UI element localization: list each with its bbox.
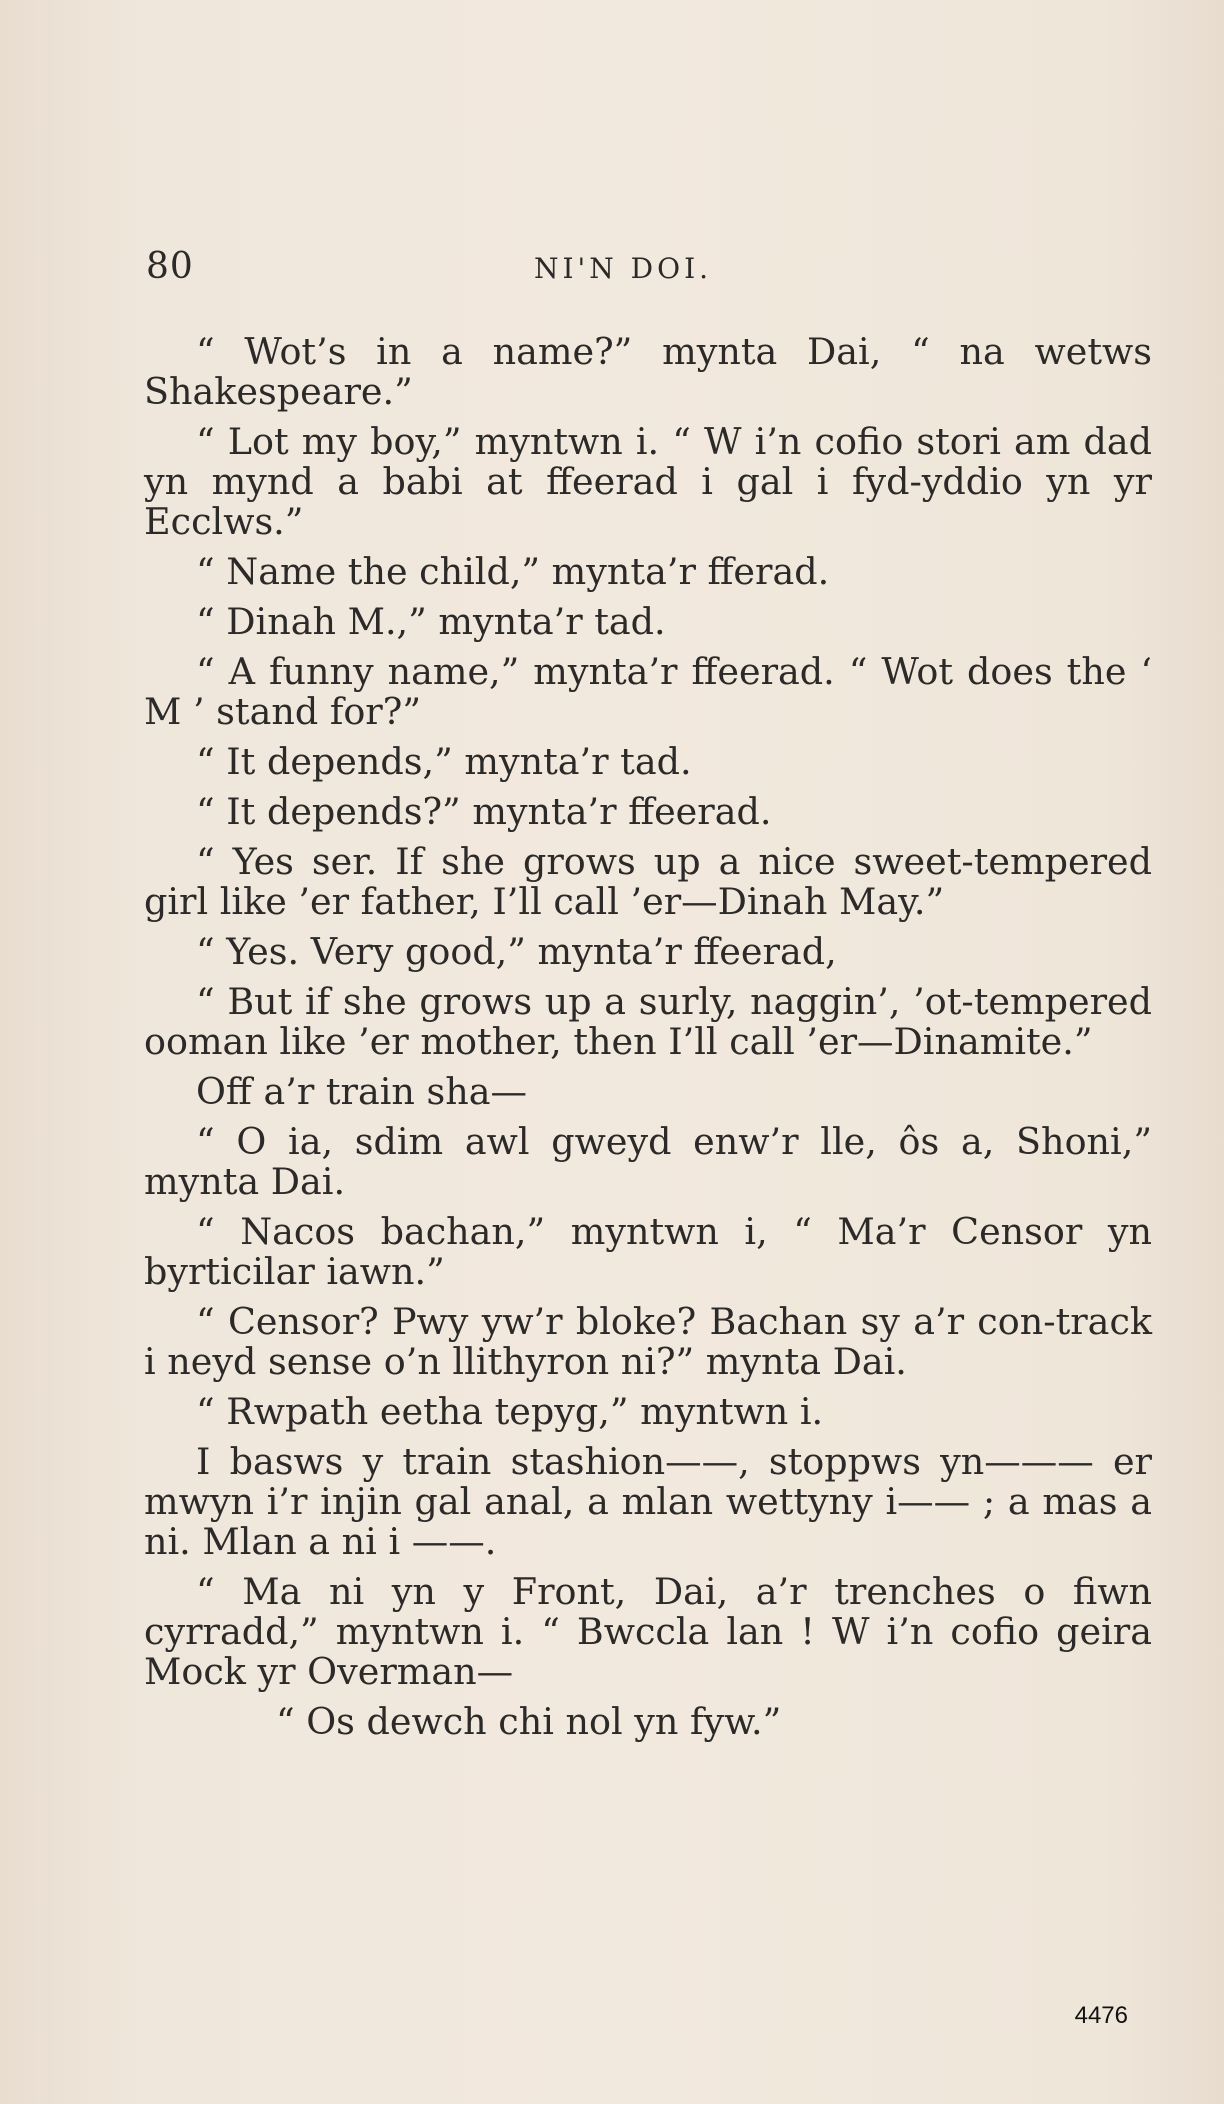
paragraph: “ Ma ni yn y Front, Dai, a’r trenches o fiwn cyrradd,” myntwn i. “ Bwccla lan ! W i’n cofio geira Mock yr Overman— (144, 1570, 1152, 1693)
body-text (144, 332, 1152, 1752)
paragraph: “ Yes. Very good,” mynta’r ffeerad, (196, 930, 837, 973)
paragraph: “ It depends?” mynta’r ffeerad. (196, 790, 772, 833)
paragraph: “ Lot my boy,” myntwn i. “ W i’n cofio stori am dad yn mynd a babi at ffeerad i gal i fyd-yddio yn yr Ecclws.” (144, 420, 1152, 543)
paragraph: “ Rwpath eetha tepyg,” myntwn i. (196, 1390, 824, 1433)
paragraph: “ Censor? Pwy yw’r bloke? Bachan sy a’r con-track i neyd sense o’n llithyron ni?” mynta Dai. (144, 1300, 1152, 1383)
paragraph: “ Nacos bachan,” myntwn i, “ Ma’r Censor yn byrticilar iawn.” (144, 1210, 1152, 1293)
page-header (146, 246, 1146, 296)
paragraph: “ O ia, sdim awl gweyd enw’r lle, ôs a, Shoni,” mynta Dai. (144, 1120, 1152, 1203)
paragraph: “ It depends,” mynta’r tad. (196, 740, 692, 783)
paragraph: I basws y train stashion——, stoppws yn——— er mwyn i’r injin gal anal, a mlan wettyny i—— ; a mas a ni. Mlan a ni i ——. (144, 1440, 1152, 1563)
paragraph: “ Name the child,” mynta’r fferad. (196, 550, 830, 593)
paragraph: “ Dinah M.,” mynta’r tad. (196, 600, 666, 643)
paragraph: Off a’r train sha— (196, 1070, 528, 1113)
paragraph: “ Yes ser. If she grows up a nice sweet-tempered girl like ’er father, I’ll call ’er—Dinah May.” (144, 840, 1152, 923)
page-number: 80 (146, 246, 194, 287)
verse-line: “ Os dewch chi nol yn fyw.” (276, 1700, 782, 1743)
running-title: NI'N DOI. (534, 252, 713, 285)
paragraph: “ Wot’s in a name?” mynta Dai, “ na wetws Shakespeare.” (144, 330, 1152, 413)
paragraph: “ A funny name,” mynta’r ffeerad. “ Wot does the ‘ M ’ stand for?” (144, 650, 1152, 733)
paragraph: “ But if she grows up a surly, naggin’, ’ot-tempered ooman like ’er mother, then I’ll call ’er—Dinamite.” (144, 980, 1152, 1063)
catalog-number: 4476 (1074, 2002, 1128, 2029)
